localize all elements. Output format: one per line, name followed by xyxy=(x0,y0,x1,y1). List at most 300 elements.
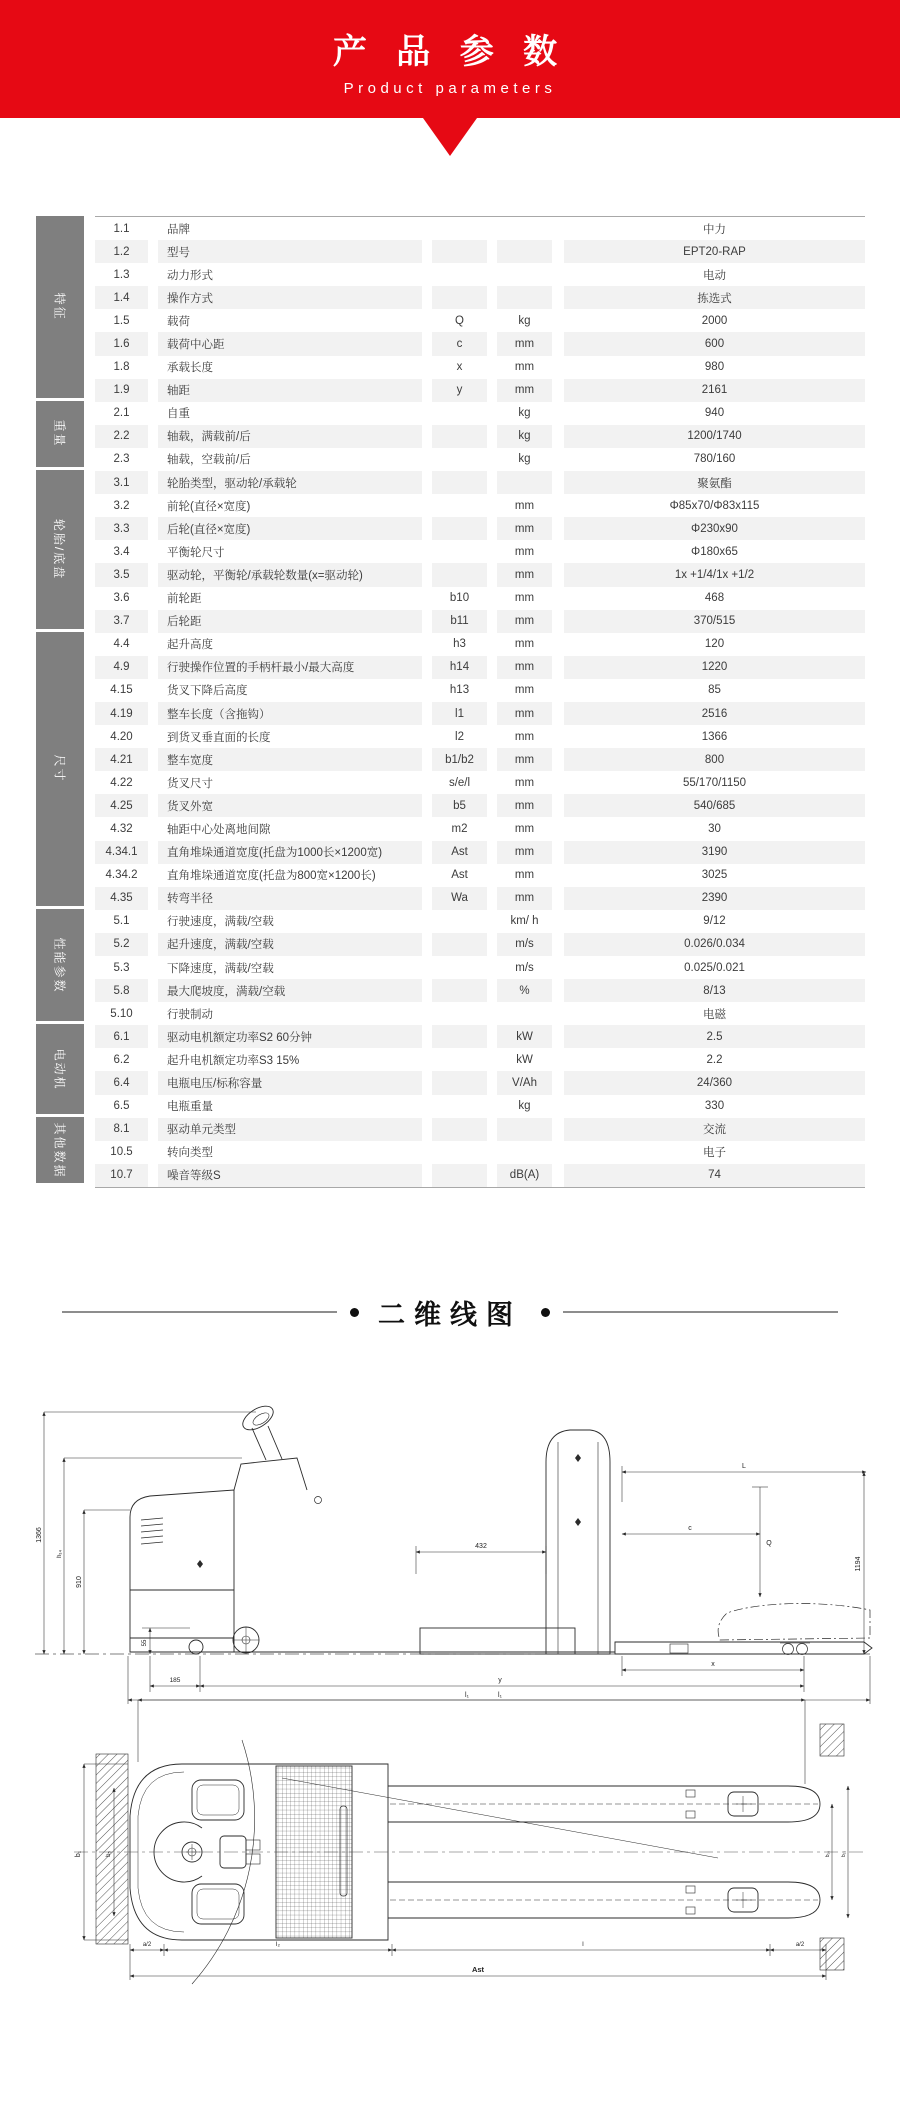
cell-name: 承载长度 xyxy=(167,362,213,375)
cell-symbol: Wa xyxy=(432,887,487,910)
cell-symbol: b11 xyxy=(432,610,487,633)
cell-num: 4.34.1 xyxy=(95,841,148,864)
table-row xyxy=(95,356,865,379)
cell-unit xyxy=(497,1118,552,1141)
cell-value: 9/12 xyxy=(703,915,726,928)
dim-label-910: 910 xyxy=(76,1576,83,1588)
cell-num: 6.5 xyxy=(113,1100,130,1113)
cell-value: 540/685 xyxy=(564,794,865,817)
table-row xyxy=(95,702,865,725)
table-row xyxy=(95,217,865,240)
cell-value: 0.025/0.021 xyxy=(684,961,745,974)
table-row xyxy=(95,332,865,355)
table-row xyxy=(95,1118,865,1141)
cell-value: EPT20-RAP xyxy=(564,240,865,263)
cell-symbol xyxy=(432,217,487,240)
cell-value: 940 xyxy=(704,407,725,420)
cell-value: 电动 xyxy=(703,269,726,282)
cell-symbol xyxy=(432,448,487,471)
cell-symbol: h13 xyxy=(449,684,470,697)
table-row xyxy=(95,725,865,748)
cell-symbol xyxy=(432,563,487,586)
cell-value: 2.5 xyxy=(564,1025,865,1048)
cell-symbol xyxy=(432,286,487,309)
cell-name: 行驶速度，满载/空载 xyxy=(167,916,274,929)
category-block xyxy=(36,470,84,629)
cell-num: 5.2 xyxy=(95,933,148,956)
cell-unit xyxy=(497,1141,552,1164)
cell-value: 468 xyxy=(704,592,725,605)
dim-label-1194: 1194 xyxy=(855,1556,862,1572)
table-row xyxy=(95,1141,865,1164)
cell-name: 货叉下降后高度 xyxy=(167,685,248,698)
cell-unit xyxy=(497,217,552,240)
cell-symbol: x xyxy=(456,361,463,374)
cell-symbol xyxy=(432,1141,487,1164)
title-dot-left-icon xyxy=(350,1308,359,1317)
cell-num: 1.3 xyxy=(113,268,130,281)
cell-symbol xyxy=(432,263,487,286)
truck-top-outline xyxy=(74,1724,866,1984)
cell-symbol xyxy=(432,425,487,448)
table-row xyxy=(95,771,865,794)
cell-symbol: b10 xyxy=(449,592,470,605)
cell-symbol: Ast xyxy=(432,841,487,864)
cell-unit: mm xyxy=(514,684,535,697)
cell-num: 4.20 xyxy=(110,730,133,743)
cell-name: 轴载，空载前/后 xyxy=(167,454,251,467)
cell-num: 5.8 xyxy=(95,979,148,1002)
dim-label-x: x xyxy=(711,1661,715,1668)
category-label: 其他数据 xyxy=(52,1121,67,1179)
category-label: 性能参数 xyxy=(52,937,67,994)
cell-symbol: b1/b2 xyxy=(432,748,487,771)
cell-name: 直角堆垛通道宽度(托盘为800宽×1200长) xyxy=(167,870,376,883)
cell-num: 1.2 xyxy=(95,240,148,263)
cell-unit: kg xyxy=(518,1100,531,1113)
cell-unit xyxy=(497,240,552,263)
cell-name: 起升电机额定功率S3 15% xyxy=(167,1054,300,1067)
category-label: 轮胎/底盘 xyxy=(52,518,67,581)
table-row xyxy=(95,540,865,563)
cell-value: 2390 xyxy=(564,887,865,910)
side-view-drawing xyxy=(30,1402,875,1712)
cell-num: 6.1 xyxy=(95,1025,148,1048)
cell-value: Φ180x65 xyxy=(691,545,738,558)
cell-num: 3.3 xyxy=(95,517,148,540)
dim-label-55: 55 xyxy=(142,1639,148,1647)
cell-unit: mm xyxy=(497,794,552,817)
dim-label-Q: Q xyxy=(766,1540,772,1547)
cell-unit: kg xyxy=(497,425,552,448)
cell-num: 8.1 xyxy=(95,1118,148,1141)
cell-name: 自重 xyxy=(167,408,190,421)
cell-value: 1366 xyxy=(701,730,728,743)
cell-unit: mm xyxy=(497,748,552,771)
top-view-dimensions xyxy=(84,1700,848,1980)
cell-unit: mm xyxy=(497,563,552,586)
category-block xyxy=(36,1117,84,1183)
cell-symbol xyxy=(432,979,487,1002)
cell-value: 0.026/0.034 xyxy=(564,933,865,956)
header-banner xyxy=(0,0,900,118)
table-row xyxy=(95,471,865,494)
cell-num: 4.25 xyxy=(95,794,148,817)
cell-unit: dB(A) xyxy=(497,1164,552,1187)
cell-value: 2.2 xyxy=(706,1053,723,1066)
cell-name: 直角堆垛通道宽度(托盘为1000长×1200宽) xyxy=(158,841,422,864)
cell-value: 1200/1740 xyxy=(564,425,865,448)
cell-num: 2.1 xyxy=(113,407,130,420)
cell-symbol xyxy=(432,1118,487,1141)
category-sidebar xyxy=(36,216,84,1188)
dim-label-b5: b₅ xyxy=(106,1851,112,1857)
cell-symbol xyxy=(432,1002,487,1025)
table-row xyxy=(95,309,865,332)
cell-unit: mm xyxy=(514,776,535,789)
table-row xyxy=(95,956,865,979)
section-title-text: 二维线图 xyxy=(378,1299,522,1330)
cell-value: 800 xyxy=(564,748,865,771)
cell-value: 电磁 xyxy=(703,1008,726,1021)
cell-value: 1220 xyxy=(564,656,865,679)
cell-unit: mm xyxy=(497,332,552,355)
cell-name: 行驶制动 xyxy=(167,1008,213,1021)
table-row xyxy=(95,679,865,702)
cell-name: 操作方式 xyxy=(158,286,422,309)
cell-name: 驱动单元类型 xyxy=(158,1118,422,1141)
category-block xyxy=(36,1024,84,1113)
table-row xyxy=(95,910,865,933)
cell-name: 最大爬坡度，满载/空载 xyxy=(158,979,422,1002)
cell-symbol: b5 xyxy=(432,794,487,817)
table-row xyxy=(95,402,865,425)
cell-name: 轴载，满载前/后 xyxy=(158,425,422,448)
cell-value: 1x +1/4/1x +1/2 xyxy=(564,563,865,586)
cell-unit: kg xyxy=(518,407,531,420)
cell-value: 120 xyxy=(704,638,725,651)
category-label: 尺寸 xyxy=(52,754,67,783)
cell-symbol xyxy=(432,240,487,263)
dim-label-l1-top: l₁ xyxy=(465,1692,469,1699)
cell-num: 4.34.2 xyxy=(105,869,138,882)
cell-num: 1.4 xyxy=(95,286,148,309)
table-row xyxy=(95,286,865,309)
table-row xyxy=(95,841,865,864)
table-row xyxy=(95,933,865,956)
table-row xyxy=(95,1048,865,1071)
cell-unit: km/ h xyxy=(510,915,539,928)
table-row xyxy=(95,448,865,471)
category-label: 重量 xyxy=(52,419,67,448)
cell-symbol xyxy=(432,517,487,540)
cell-num: 5.1 xyxy=(113,915,130,928)
cell-num: 1.8 xyxy=(113,361,130,374)
cell-value: 2161 xyxy=(564,379,865,402)
cell-num: 10.7 xyxy=(95,1164,148,1187)
cell-value: 30 xyxy=(708,822,721,835)
cell-value: 74 xyxy=(564,1164,865,1187)
spec-rows xyxy=(95,216,865,1188)
cell-symbol xyxy=(432,910,487,933)
section-title-2d xyxy=(0,1291,900,1333)
cell-unit: V/Ah xyxy=(497,1071,552,1094)
cell-name: 转弯半径 xyxy=(158,887,422,910)
cell-name: 到货叉垂直面的长度 xyxy=(167,731,271,744)
cell-name: 型号 xyxy=(158,240,422,263)
dim-label-432: 432 xyxy=(475,1543,487,1550)
cell-symbol xyxy=(432,494,487,517)
cell-unit: mm xyxy=(514,499,535,512)
category-block xyxy=(36,909,84,1022)
cell-unit: mm xyxy=(497,841,552,864)
table-row xyxy=(95,1164,865,1187)
cell-num: 4.21 xyxy=(95,748,148,771)
cell-name: 轴距中心处离地间隙 xyxy=(167,823,271,836)
truck-side-outline xyxy=(35,1402,872,1655)
cell-name: 驱动电机额定功率S2 60分钟 xyxy=(158,1025,422,1048)
cell-name: 驱动轮，平衡轮/承载轮数量(x=驱动轮) xyxy=(158,563,422,586)
cell-num: 6.2 xyxy=(113,1053,130,1066)
dim-label-a2-left: a/2 xyxy=(142,1942,152,1948)
cell-num: 3.1 xyxy=(95,471,148,494)
cell-name: 品牌 xyxy=(167,223,190,236)
dim-label-l1: l₁ xyxy=(498,1692,502,1699)
dim-label-y: y xyxy=(498,1677,502,1684)
cell-value: 3025 xyxy=(701,869,728,882)
spec-table xyxy=(36,216,865,1188)
cell-name: 起升高度 xyxy=(167,639,213,652)
cell-name: 后轮(直径×宽度) xyxy=(158,517,422,540)
cell-name: 电瓶重量 xyxy=(167,1101,213,1114)
cell-name: 后轮距 xyxy=(158,610,422,633)
cell-num: 3.7 xyxy=(95,610,148,633)
cell-name: 前轮(直径×宽度) xyxy=(167,500,251,513)
cell-name: 平衡轮尺寸 xyxy=(167,546,225,559)
dim-label-b11: b₁₁ xyxy=(841,1850,847,1858)
table-row xyxy=(95,587,865,610)
cell-name: 轮胎类型，驱动轮/承载轮 xyxy=(158,471,422,494)
table-row xyxy=(95,379,865,402)
cell-symbol: l1 xyxy=(432,702,487,725)
cell-value: 370/515 xyxy=(564,610,865,633)
cell-unit: mm xyxy=(497,702,552,725)
cell-unit: mm xyxy=(514,638,535,651)
cell-unit: % xyxy=(497,979,552,1002)
page-title: 产 品 参 数 xyxy=(332,33,568,71)
cell-num: 4.4 xyxy=(113,638,130,651)
cell-symbol: m2 xyxy=(451,822,468,835)
table-row xyxy=(95,240,865,263)
cell-symbol: Ast xyxy=(451,869,468,882)
cell-num: 4.22 xyxy=(110,776,133,789)
title-dot-right-icon xyxy=(541,1308,550,1317)
cell-symbol: h14 xyxy=(432,656,487,679)
cell-value: 电子 xyxy=(703,1147,726,1160)
table-row xyxy=(95,887,865,910)
table-row xyxy=(95,864,865,887)
cell-num: 5.10 xyxy=(110,1007,133,1020)
cell-value: 55/170/1150 xyxy=(682,776,747,789)
cell-symbol: Q xyxy=(455,314,464,327)
table-row xyxy=(95,1095,865,1118)
cell-value: 8/13 xyxy=(564,979,865,1002)
cell-num: 10.5 xyxy=(110,1146,133,1159)
page-subtitle: Product parameters xyxy=(343,80,557,97)
cell-name: 噪音等级S xyxy=(158,1164,422,1187)
dim-label-a2-right: a/2 xyxy=(795,1942,805,1948)
cell-symbol xyxy=(432,1164,487,1187)
table-row xyxy=(95,794,865,817)
top-view-drawing xyxy=(30,1688,875,2000)
cell-name: 货叉尺寸 xyxy=(167,777,213,790)
side-view-labels xyxy=(36,1463,862,1699)
dim-label-l2: l₂ xyxy=(276,1941,280,1948)
cell-num: 3.2 xyxy=(113,499,130,512)
cell-value: 85 xyxy=(708,684,721,697)
cell-unit xyxy=(497,263,552,286)
cell-name: 动力形式 xyxy=(167,269,213,282)
dim-label-b10: b₁₀ xyxy=(825,1850,831,1858)
cell-num: 1.1 xyxy=(113,222,130,235)
dim-label-c: c xyxy=(688,1525,692,1532)
cell-num: 1.6 xyxy=(95,332,148,355)
cell-unit: mm xyxy=(514,822,535,835)
cell-name: 行驶操作位置的手柄杆最小/最大高度 xyxy=(158,656,422,679)
dim-label-ast: Ast xyxy=(471,1965,485,1974)
cell-name: 载荷 xyxy=(167,315,190,328)
cell-num: 4.15 xyxy=(110,684,133,697)
cell-num: 1.9 xyxy=(95,379,148,402)
cell-unit xyxy=(497,1002,552,1025)
category-label: 电动机 xyxy=(52,1048,67,1091)
category-block xyxy=(36,216,84,398)
cell-value: 600 xyxy=(564,332,865,355)
cell-num: 5.3 xyxy=(113,961,130,974)
cell-value: 拣选式 xyxy=(564,286,865,309)
cell-value: Φ85x70/Φ83x115 xyxy=(669,499,760,512)
cell-name: 起升速度，满载/空载 xyxy=(158,933,422,956)
cell-symbol xyxy=(432,956,487,979)
cell-value: 2516 xyxy=(564,702,865,725)
dim-label-l: l xyxy=(582,1941,584,1948)
cell-num: 1.5 xyxy=(113,314,130,327)
table-row xyxy=(95,517,865,540)
cell-symbol: s/e/l xyxy=(448,776,471,789)
dim-label-185: 185 xyxy=(169,1677,181,1684)
dim-label-b1: b₁ xyxy=(75,1850,82,1858)
table-row xyxy=(95,1002,865,1025)
cell-num: 2.3 xyxy=(113,453,130,466)
cell-symbol: l2 xyxy=(455,730,464,743)
table-row xyxy=(95,1025,865,1048)
title-rule-left xyxy=(62,1311,337,1313)
cell-unit: mm xyxy=(497,887,552,910)
cell-value: 3190 xyxy=(564,841,865,864)
cell-unit: kg xyxy=(518,453,531,466)
cell-symbol: y xyxy=(432,379,487,402)
cell-unit: mm xyxy=(497,656,552,679)
cell-unit: kg xyxy=(518,314,531,327)
side-view-dimensions xyxy=(44,1412,870,1704)
cell-name: 货叉外宽 xyxy=(158,794,422,817)
cell-unit: m/s xyxy=(515,961,534,974)
cell-unit: kW xyxy=(497,1025,552,1048)
table-row xyxy=(95,1071,865,1094)
cell-unit: mm xyxy=(497,610,552,633)
title-rule-right xyxy=(563,1311,838,1313)
dim-label-h14: h₁₄ xyxy=(57,1550,63,1558)
table-row xyxy=(95,748,865,771)
cell-value: Φ230x90 xyxy=(564,517,865,540)
cell-symbol xyxy=(432,1095,487,1118)
cell-num: 3.5 xyxy=(95,563,148,586)
cell-value: 聚氨酯 xyxy=(564,471,865,494)
cell-num: 3.4 xyxy=(113,545,130,558)
cell-unit xyxy=(497,471,552,494)
cell-unit: mm xyxy=(514,592,535,605)
cell-num: 4.32 xyxy=(110,822,133,835)
category-block xyxy=(36,632,84,906)
table-row xyxy=(95,979,865,1002)
cell-value: 780/160 xyxy=(693,453,736,466)
cell-num: 4.19 xyxy=(95,702,148,725)
table-row xyxy=(95,610,865,633)
table-row xyxy=(95,263,865,286)
cell-unit xyxy=(497,286,552,309)
cell-name: 整车长度（含拖钩） xyxy=(158,702,422,725)
table-row xyxy=(95,425,865,448)
cell-unit: kW xyxy=(516,1053,533,1066)
cell-num: 4.35 xyxy=(95,887,148,910)
cell-num: 2.2 xyxy=(95,425,148,448)
cell-value: 2000 xyxy=(701,314,728,327)
cell-name: 电瓶电压/标称容量 xyxy=(158,1071,422,1094)
cell-num: 6.4 xyxy=(95,1071,148,1094)
cell-symbol xyxy=(432,471,487,494)
cell-symbol xyxy=(432,933,487,956)
cell-unit: mm xyxy=(514,730,535,743)
cell-value: 中力 xyxy=(703,223,726,236)
cell-symbol xyxy=(432,402,487,425)
table-row xyxy=(95,656,865,679)
cell-name: 载荷中心距 xyxy=(158,332,422,355)
cell-name: 轴距 xyxy=(158,379,422,402)
category-block xyxy=(36,401,84,467)
cell-symbol: h3 xyxy=(453,638,466,651)
cell-unit: mm xyxy=(514,869,535,882)
cell-value: 交流 xyxy=(564,1118,865,1141)
cell-symbol xyxy=(432,540,487,563)
cell-name: 转向类型 xyxy=(167,1147,213,1160)
cell-num: 3.6 xyxy=(113,592,130,605)
table-row xyxy=(95,633,865,656)
cell-symbol xyxy=(432,1025,487,1048)
dim-label-L: L xyxy=(742,1463,746,1470)
category-label: 特征 xyxy=(52,292,67,321)
cell-unit: mm xyxy=(514,545,535,558)
top-view-labels xyxy=(75,1692,847,1974)
cell-unit: m/s xyxy=(497,933,552,956)
cell-unit: mm xyxy=(497,517,552,540)
dim-label-1366: 1366 xyxy=(36,1527,43,1543)
cell-name: 前轮距 xyxy=(167,593,202,606)
table-row xyxy=(95,563,865,586)
table-row xyxy=(95,494,865,517)
cell-symbol xyxy=(432,1048,487,1071)
table-row xyxy=(95,817,865,840)
cell-value: 24/360 xyxy=(564,1071,865,1094)
